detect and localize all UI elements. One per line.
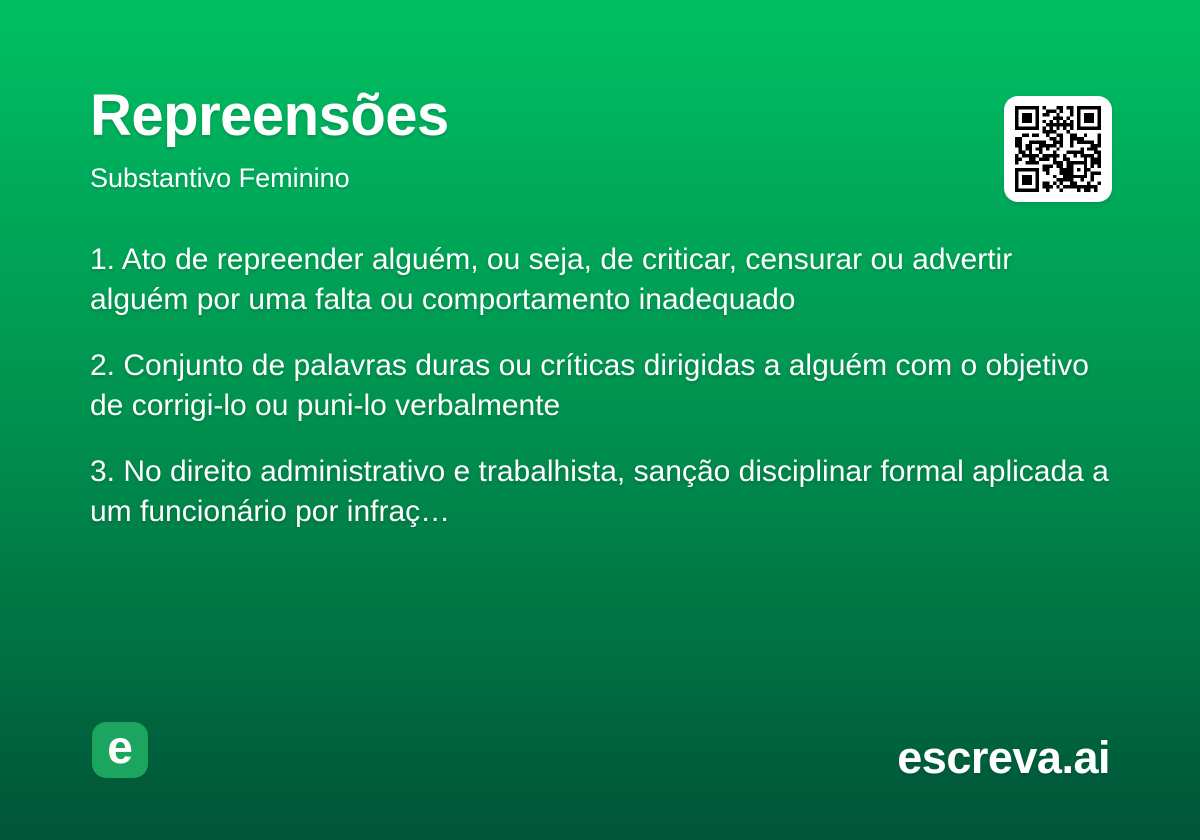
brand-wordmark: escreva.ai <box>897 732 1110 783</box>
brand-logo-icon <box>92 722 148 778</box>
definition-item: 3. No direito administrativo e trabalhista, sanção disciplinar formal aplicada a um funcionário por infraç… <box>90 455 1109 528</box>
definition-item: 1. Ato de repreender alguém, ou seja, de criticar, censurar ou advertir alguém por uma falta ou comportamento inadequado <box>90 243 1013 316</box>
brand-logo-letter: e <box>107 721 133 773</box>
qr-code-icon <box>1015 106 1101 192</box>
word-title: Repreensões <box>90 83 449 148</box>
definition-item: 2. Conjunto de palavras duras ou críticas dirigidas a alguém com o objetivo de corrigi-lo ou puni-lo verbalmente <box>90 349 1089 422</box>
word-class-subtitle: Substantivo Feminino <box>90 162 350 193</box>
definitions-list <box>90 240 1115 558</box>
qr-code-box <box>1004 96 1112 202</box>
card-header <box>90 83 449 194</box>
